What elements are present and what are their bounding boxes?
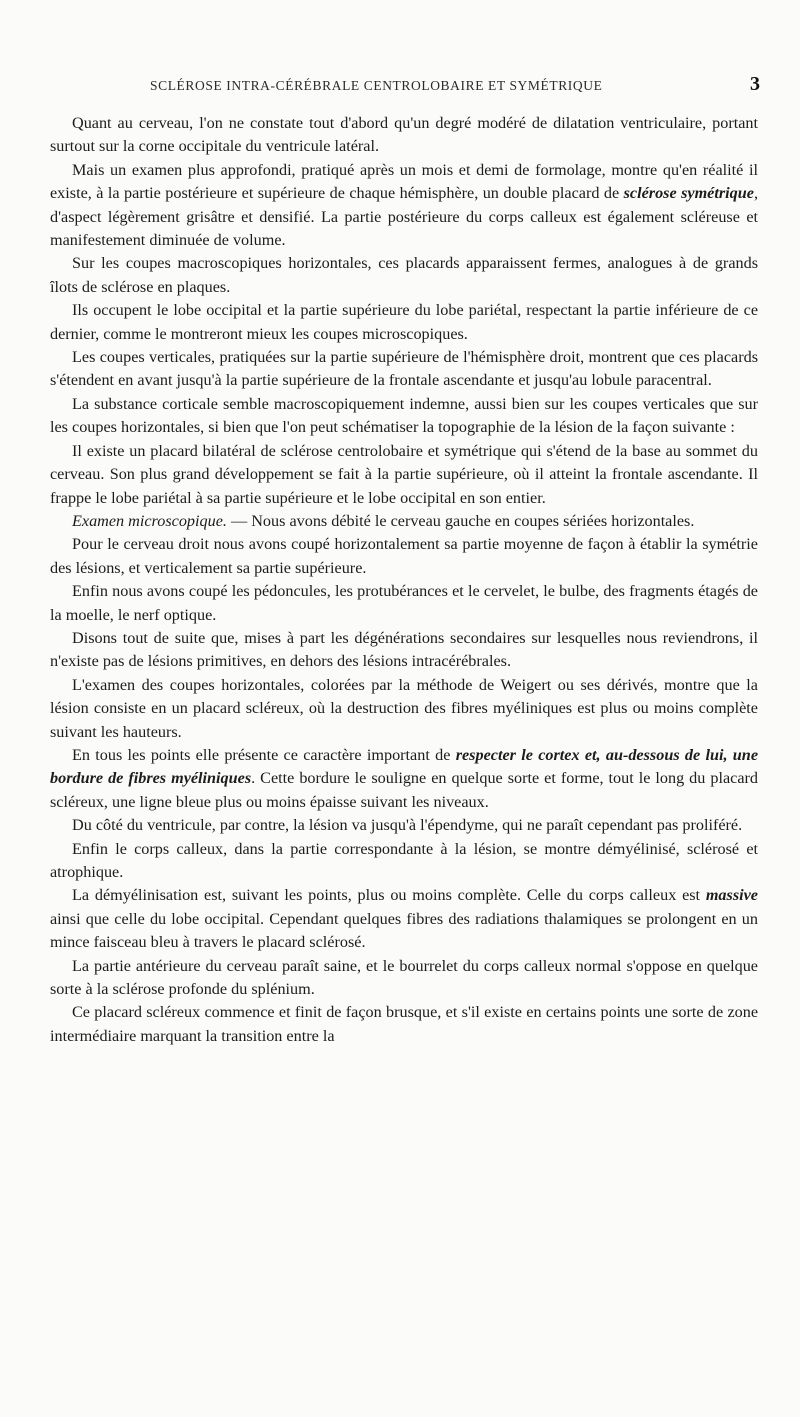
paragraph: L'examen des coupes horizontales, colorées par la méthode de Weigert ou ses dérivés, montre que la lésion consiste en un placard scléreux, où la destruction des fibres myéliniques est plus ou moins complète suivant les hauteurs. [50,675,758,741]
paragraph: Pour le cerveau droit nous avons coupé horizontalement sa partie moyenne de façon à établir la symétrie des lésions, et verticalement sa partie supérieure. [50,535,758,577]
paragraph: Mais un examen plus approfondi, pratiqué après un mois et demi de formolage, montre qu'en réalité il existe, à la partie postérieure et supérieure de chaque hémisphère, un double placard de sclérose symétrique, d'aspect légèrement grisâtre et densifié. La partie postérieure du corps calleux est également scléreuse et manifestement diminuée de volume. [50,160,758,250]
paragraph: Quant au cerveau, l'on ne constate tout d'abord qu'un degré modéré de dilatation ventriculaire, portant surtout sur la corne occipitale du ventricule latéral. [50,114,758,156]
paragraph: La partie antérieure du cerveau paraît saine, et le bourrelet du corps calleux normal s'oppose en quelque sorte à la sclérose profonde du splénium. [50,956,758,999]
paragraph: Sur les coupes macroscopiques horizontales, ces placards apparaissent fermes, analogues à de grands îlots de sclérose en plaques. [50,254,758,296]
page-number: 3 [750,73,760,95]
emphasis: massive [705,886,758,905]
paragraph: Disons tout de suite que, mises à part les dégénérations secondaires sur lesquelles nous reviendrons, il n'existe pas de lésions primitives, en dehors des lésions intracérébrales. [50,628,758,671]
body-text [50,112,758,1048]
emphasis: respecter le cortex et, au-dessous de lui, une bordure de fibres myéliniques [50,745,758,788]
paragraph: Les coupes verticales, pratiquées sur la partie supérieure de l'hémisphère droit, montrent que ces placards s'étendent en avant jusqu'à la partie supérieure de la frontale ascendante et jusqu'au lobule paracentral. [50,348,758,390]
paragraph: La démyélinisation est, suivant les points, plus ou moins complète. Celle du corps calleux est massive ainsi que celle du lobe occipital. Cependant quelques fibres des radiations thalamiques se prolongent en un mince faisceau bleu à travers le placard sclérosé. [50,886,758,952]
section-heading: Examen microscopique. [72,511,227,530]
paragraph: Ils occupent le lobe occipital et la partie supérieure du lobe pariétal, respectant la partie inférieure de ce dernier, comme le montreront mieux les coupes microscopiques. [50,301,758,343]
paragraph: Il existe un placard bilatéral de sclérose centrolobaire et symétrique qui s'étend de la base au sommet du cerveau. Son plus grand développement se fait à la partie supérieure, où il atteint la frontale ascendante. Il frappe le lobe pariétal à sa partie supérieure et le lobe occipital en son entier. [50,441,758,507]
paragraph: Enfin le corps calleux, dans la partie correspondante à la lésion, se montre démyélinisé, sclérosé et atrophique. [50,839,758,881]
emphasis: sclérose symétrique [623,184,754,203]
paragraph: Enfin nous avons coupé les pédoncules, les protubérances et le cervelet, le bulbe, des fragments étagés de la moelle, le nerf optique. [50,582,758,624]
running-title: SCLÉROSE INTRA-CÉRÉBRALE CENTROLOBAIRE ET SYMÉTRIQUE [150,78,603,93]
paragraph: Examen microscopique. — Nous avons débité le cerveau gauche en coupes sériées horizontales. [72,511,695,530]
paragraph: La substance corticale semble macroscopiquement indemne, aussi bien sur les coupes verticales que sur les coupes horizontales, si bien que l'on peut schématiser la topographie de la lésion de la façon suivante : [50,394,758,437]
paragraph: Ce placard scléreux commence et finit de façon brusque, et s'il existe en certains points une sorte de zone intermédiaire marquant la transition entre la [50,1003,758,1045]
page-header [50,73,760,102]
paragraph: Du côté du ventricule, par contre, la lésion va jusqu'à l'épendyme, qui ne paraît cependant pas proliféré. [72,816,743,835]
paragraph: En tous les points elle présente ce caractère important de respecter le cortex et, au-dessous de lui, une bordure de fibres myéliniques. Cette bordure le souligne en quelque sorte et forme, tout le long du placard scléreux, une ligne bleue plus ou moins épaisse suivant les niveaux. [50,745,758,811]
